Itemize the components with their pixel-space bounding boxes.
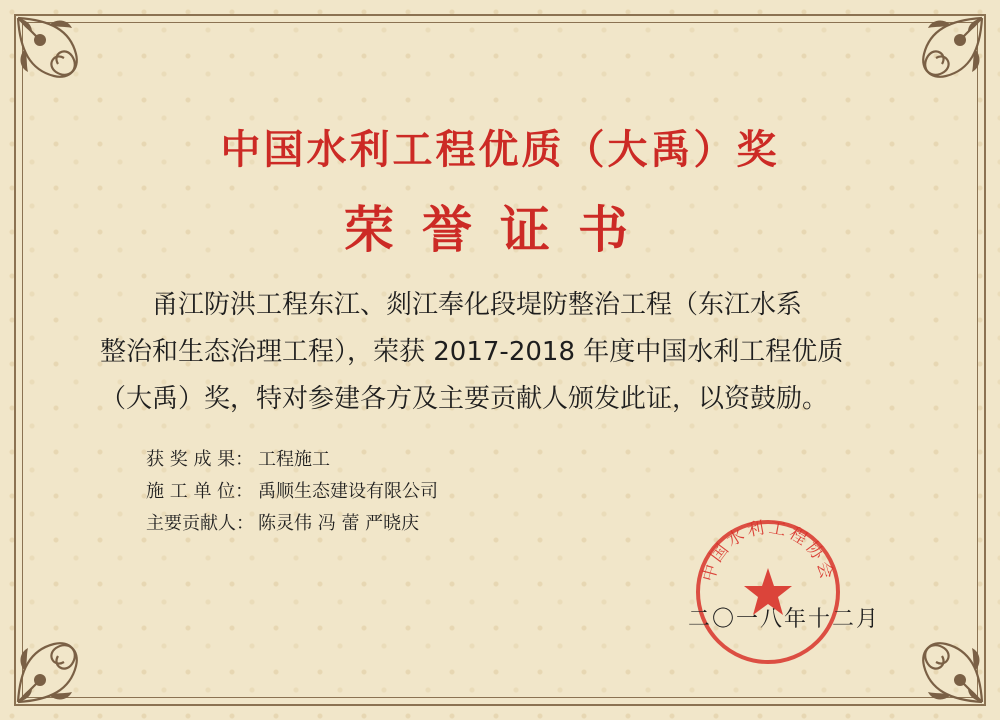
corner-ornament-top-left: [10, 10, 102, 102]
unit-value: 禹顺生态建设有限公司: [258, 481, 438, 502]
certificate-title: 荣誉证书: [344, 200, 656, 259]
contributors-row: [146, 508, 438, 540]
official-seal: [692, 516, 844, 668]
seal-text: 中国水利工程协会: [698, 517, 838, 584]
award-details: [146, 444, 438, 540]
unit-label: 施 工 单 位：: [146, 481, 254, 502]
contributors-value: 陈灵伟 冯 蕾 严晓庆: [258, 513, 420, 534]
body-line-3: （大禹）奖，特对参建各方及主要贡献人颁发此证，以资鼓励。: [100, 384, 829, 414]
body-line-2: 整治和生态治理工程），荣获 2017-2018 年度中国水利工程优质: [100, 337, 844, 367]
result-value: 工程施工: [258, 449, 330, 470]
body-line-1: 甬江防洪工程东江、剡江奉化段堤防整治工程（东江水系: [152, 290, 803, 320]
issue-date: 二〇一八年十二月: [688, 607, 881, 632]
unit-row: [146, 476, 438, 508]
corner-ornament-bottom-right: [898, 618, 990, 710]
contributors-label: 主要贡献人：: [146, 513, 254, 534]
corner-ornament-bottom-left: [10, 618, 102, 710]
award-title: 中国水利工程优质（大禹）奖: [220, 126, 780, 173]
certificate-body: [100, 282, 910, 423]
result-row: [146, 444, 438, 476]
result-label: 获 奖 成 果：: [146, 449, 254, 470]
corner-ornament-top-right: [898, 10, 990, 102]
